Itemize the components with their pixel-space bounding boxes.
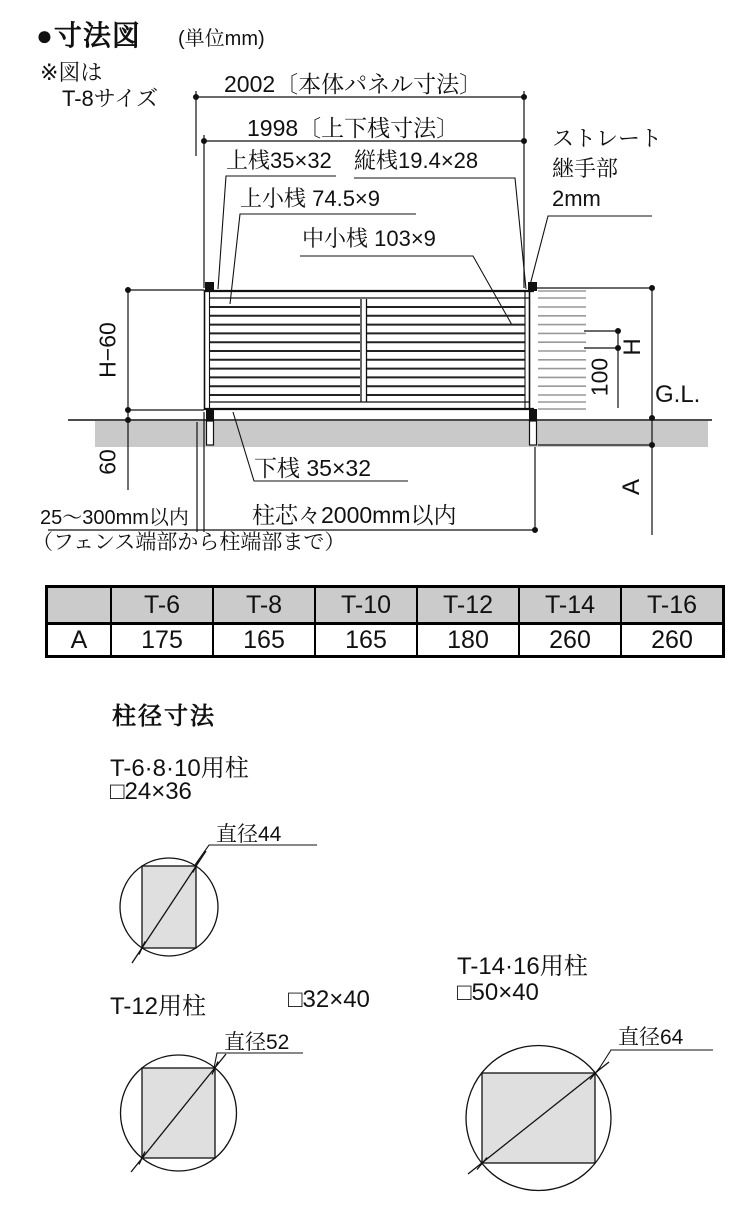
post-section-2 — [121, 1053, 304, 1172]
table-value-t14: 260 — [519, 624, 621, 657]
post-section-heading: 柱径寸法 — [112, 703, 216, 730]
label-joint-line3: 2mm — [552, 186, 601, 211]
dim-label-panel-width: 2002〔本体パネル寸法〕 — [224, 71, 483, 97]
dim-label-60: 60 — [94, 449, 121, 475]
post1-size: □24×36 — [110, 778, 192, 805]
table-header-blank — [47, 587, 112, 624]
label-top-rail: 上桟35×32 — [226, 148, 332, 173]
label-vertical-rail: 縦桟19.4×28 — [354, 148, 479, 173]
table-value-t12: 180 — [417, 624, 519, 657]
post1-diameter-label: 直径44 — [216, 823, 282, 846]
page-title: ●寸法図 — [36, 20, 141, 51]
size-table — [45, 585, 725, 658]
label-middle-small-rail: 中小桟 103×9 — [302, 226, 436, 251]
table-value-t8: 165 — [213, 624, 315, 657]
table-header-t10: T-10 — [315, 587, 417, 624]
table-value-t16: 260 — [621, 624, 724, 657]
label-upper-small-rail: 上小桟 74.5×9 — [240, 186, 381, 211]
table-row-label: A — [47, 624, 112, 657]
ground-band — [68, 420, 712, 447]
note-line1: ※図は — [40, 60, 103, 85]
dim-label-rail-width: 1998〔上下桟寸法〕 — [247, 115, 460, 141]
post3-diameter-label: 直径64 — [618, 1026, 684, 1049]
dim-label-100: 100 — [586, 357, 613, 397]
dim-label-h-minus-60: H−60 — [94, 322, 121, 378]
post-section-3 — [466, 1046, 713, 1191]
table-header-t14: T-14 — [519, 587, 621, 624]
post3-size: □50×40 — [457, 979, 539, 1006]
dim-label-h: H — [619, 338, 646, 356]
table-value-t6: 175 — [111, 624, 213, 657]
post2-title: T-12用柱 — [110, 993, 207, 1020]
table-header-t8: T-8 — [213, 587, 315, 624]
dim-label-edge-offset: 25〜300mm以内 — [40, 507, 189, 529]
table-value-t10: 165 — [315, 624, 417, 657]
size-table-header-row — [47, 587, 724, 624]
table-header-t16: T-16 — [621, 587, 724, 624]
label-joint-line2: 継手部 — [552, 156, 619, 181]
table-header-t12: T-12 — [417, 587, 519, 624]
label-joint-line1: ストレート — [552, 126, 663, 151]
dim-label-a: A — [618, 478, 645, 496]
post1-title: T-6·8·10用柱 — [110, 755, 249, 782]
post2-size: □32×40 — [288, 986, 370, 1013]
table-header-t6: T-6 — [111, 587, 213, 624]
page-title-unit: (単位mm) — [178, 28, 265, 50]
dim-label-post-pitch: 柱芯々2000mm以内 — [252, 502, 457, 528]
size-table-data-row — [47, 624, 724, 657]
note-edge-offset: （フェンス端部から柱端部まで） — [32, 531, 346, 554]
label-ground-level: G.L. — [655, 381, 701, 408]
post-section-1 — [120, 845, 317, 963]
post2-diameter-label: 直径52 — [224, 1031, 290, 1054]
adjacent-panel-faded — [538, 291, 586, 409]
post3-title: T-14·16用柱 — [457, 953, 588, 980]
label-bottom-rail: 下桟 35×32 — [254, 455, 371, 481]
note-line2: T-8サイズ — [62, 86, 159, 111]
